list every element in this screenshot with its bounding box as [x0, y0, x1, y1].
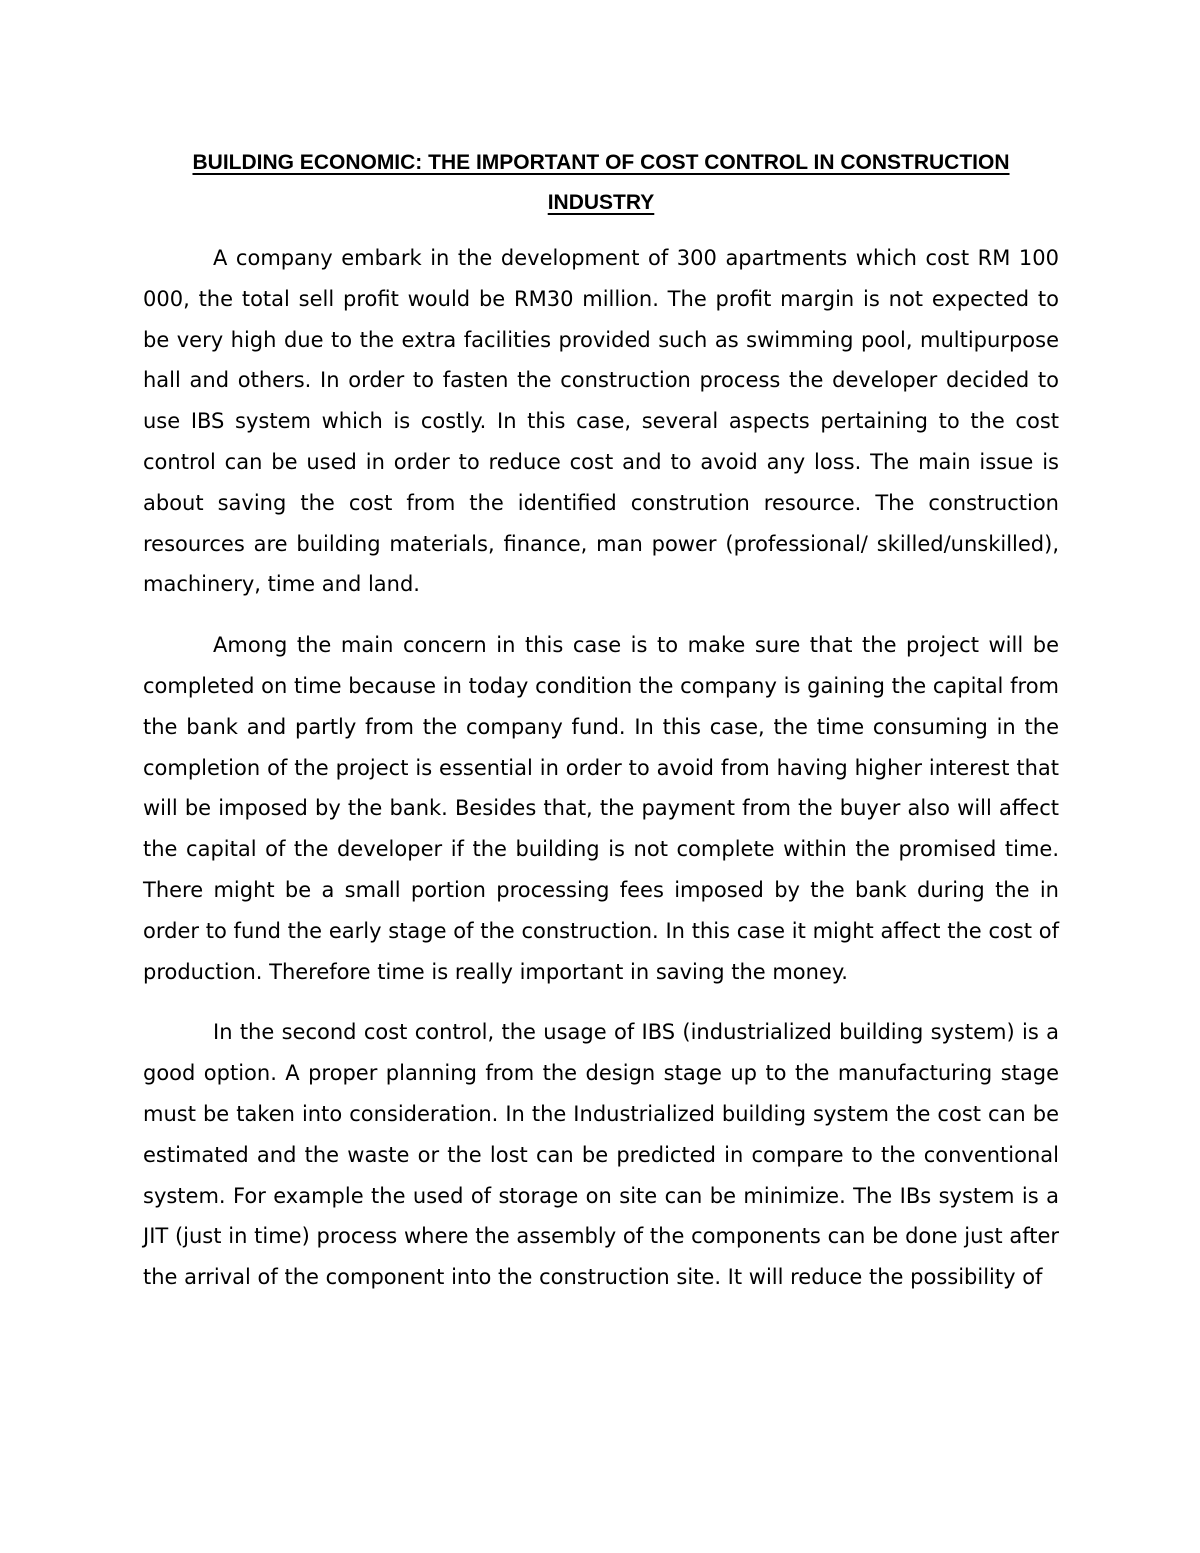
document-title: BUILDING ECONOMIC: THE IMPORTANT OF COST CONTROL IN CONSTRUCTION INDUSTRY: [192, 151, 1010, 214]
document-body: [143, 143, 1059, 1298]
paragraph-cost-overview: A company embark in the development of 300 apartments which cost RM 100 000, the total sell profit would be RM30 million. The profit margin is not expected to be very high due to the extra facilities provided such as swimming pool, multipurpose hall and others. In order to fasten the construction process the developer decided to use IBS system which is costly. In this case, several aspects pertaining to the cost control can be used in order to reduce cost and to avoid any loss. The main issue is about saving the cost from the identified constrution resource. The construction resources are building materials, finance, man power (professional/ skilled/unskilled), machinery, time and land.: [143, 246, 1059, 597]
paragraph-ibs-control: In the second cost control, the usage of IBS (industrialized building system) is a good option. A proper planning from the design stage up to the manufacturing stage must be taken into consideration. In the Industrialized building system the cost can be estimated and the waste or the lost can be predicted in compare to the conventional system. For example the used of storage on site can be minimize. The IBs system is a JIT (just in time) process where the assembly of the components can be done just after the arrival of the component into the construction site. It will reduce the possibility of: [143, 1020, 1059, 1290]
paragraph-time-control: Among the main concern in this case is to make sure that the project will be completed on time because in today condition the company is gaining the capital from the bank and partly from the company fund. In this case, the time consuming in the completion of the project is essential in order to avoid from having higher interest that will be imposed by the bank. Besides that, the payment from the buyer also will affect the capital of the developer if the building is not complete within the promised time. There might be a small portion processing fees imposed by the bank during the in order to fund the early stage of the construction. In this case it might affect the cost of production. Therefore time is really important in saving the money.: [143, 633, 1059, 984]
